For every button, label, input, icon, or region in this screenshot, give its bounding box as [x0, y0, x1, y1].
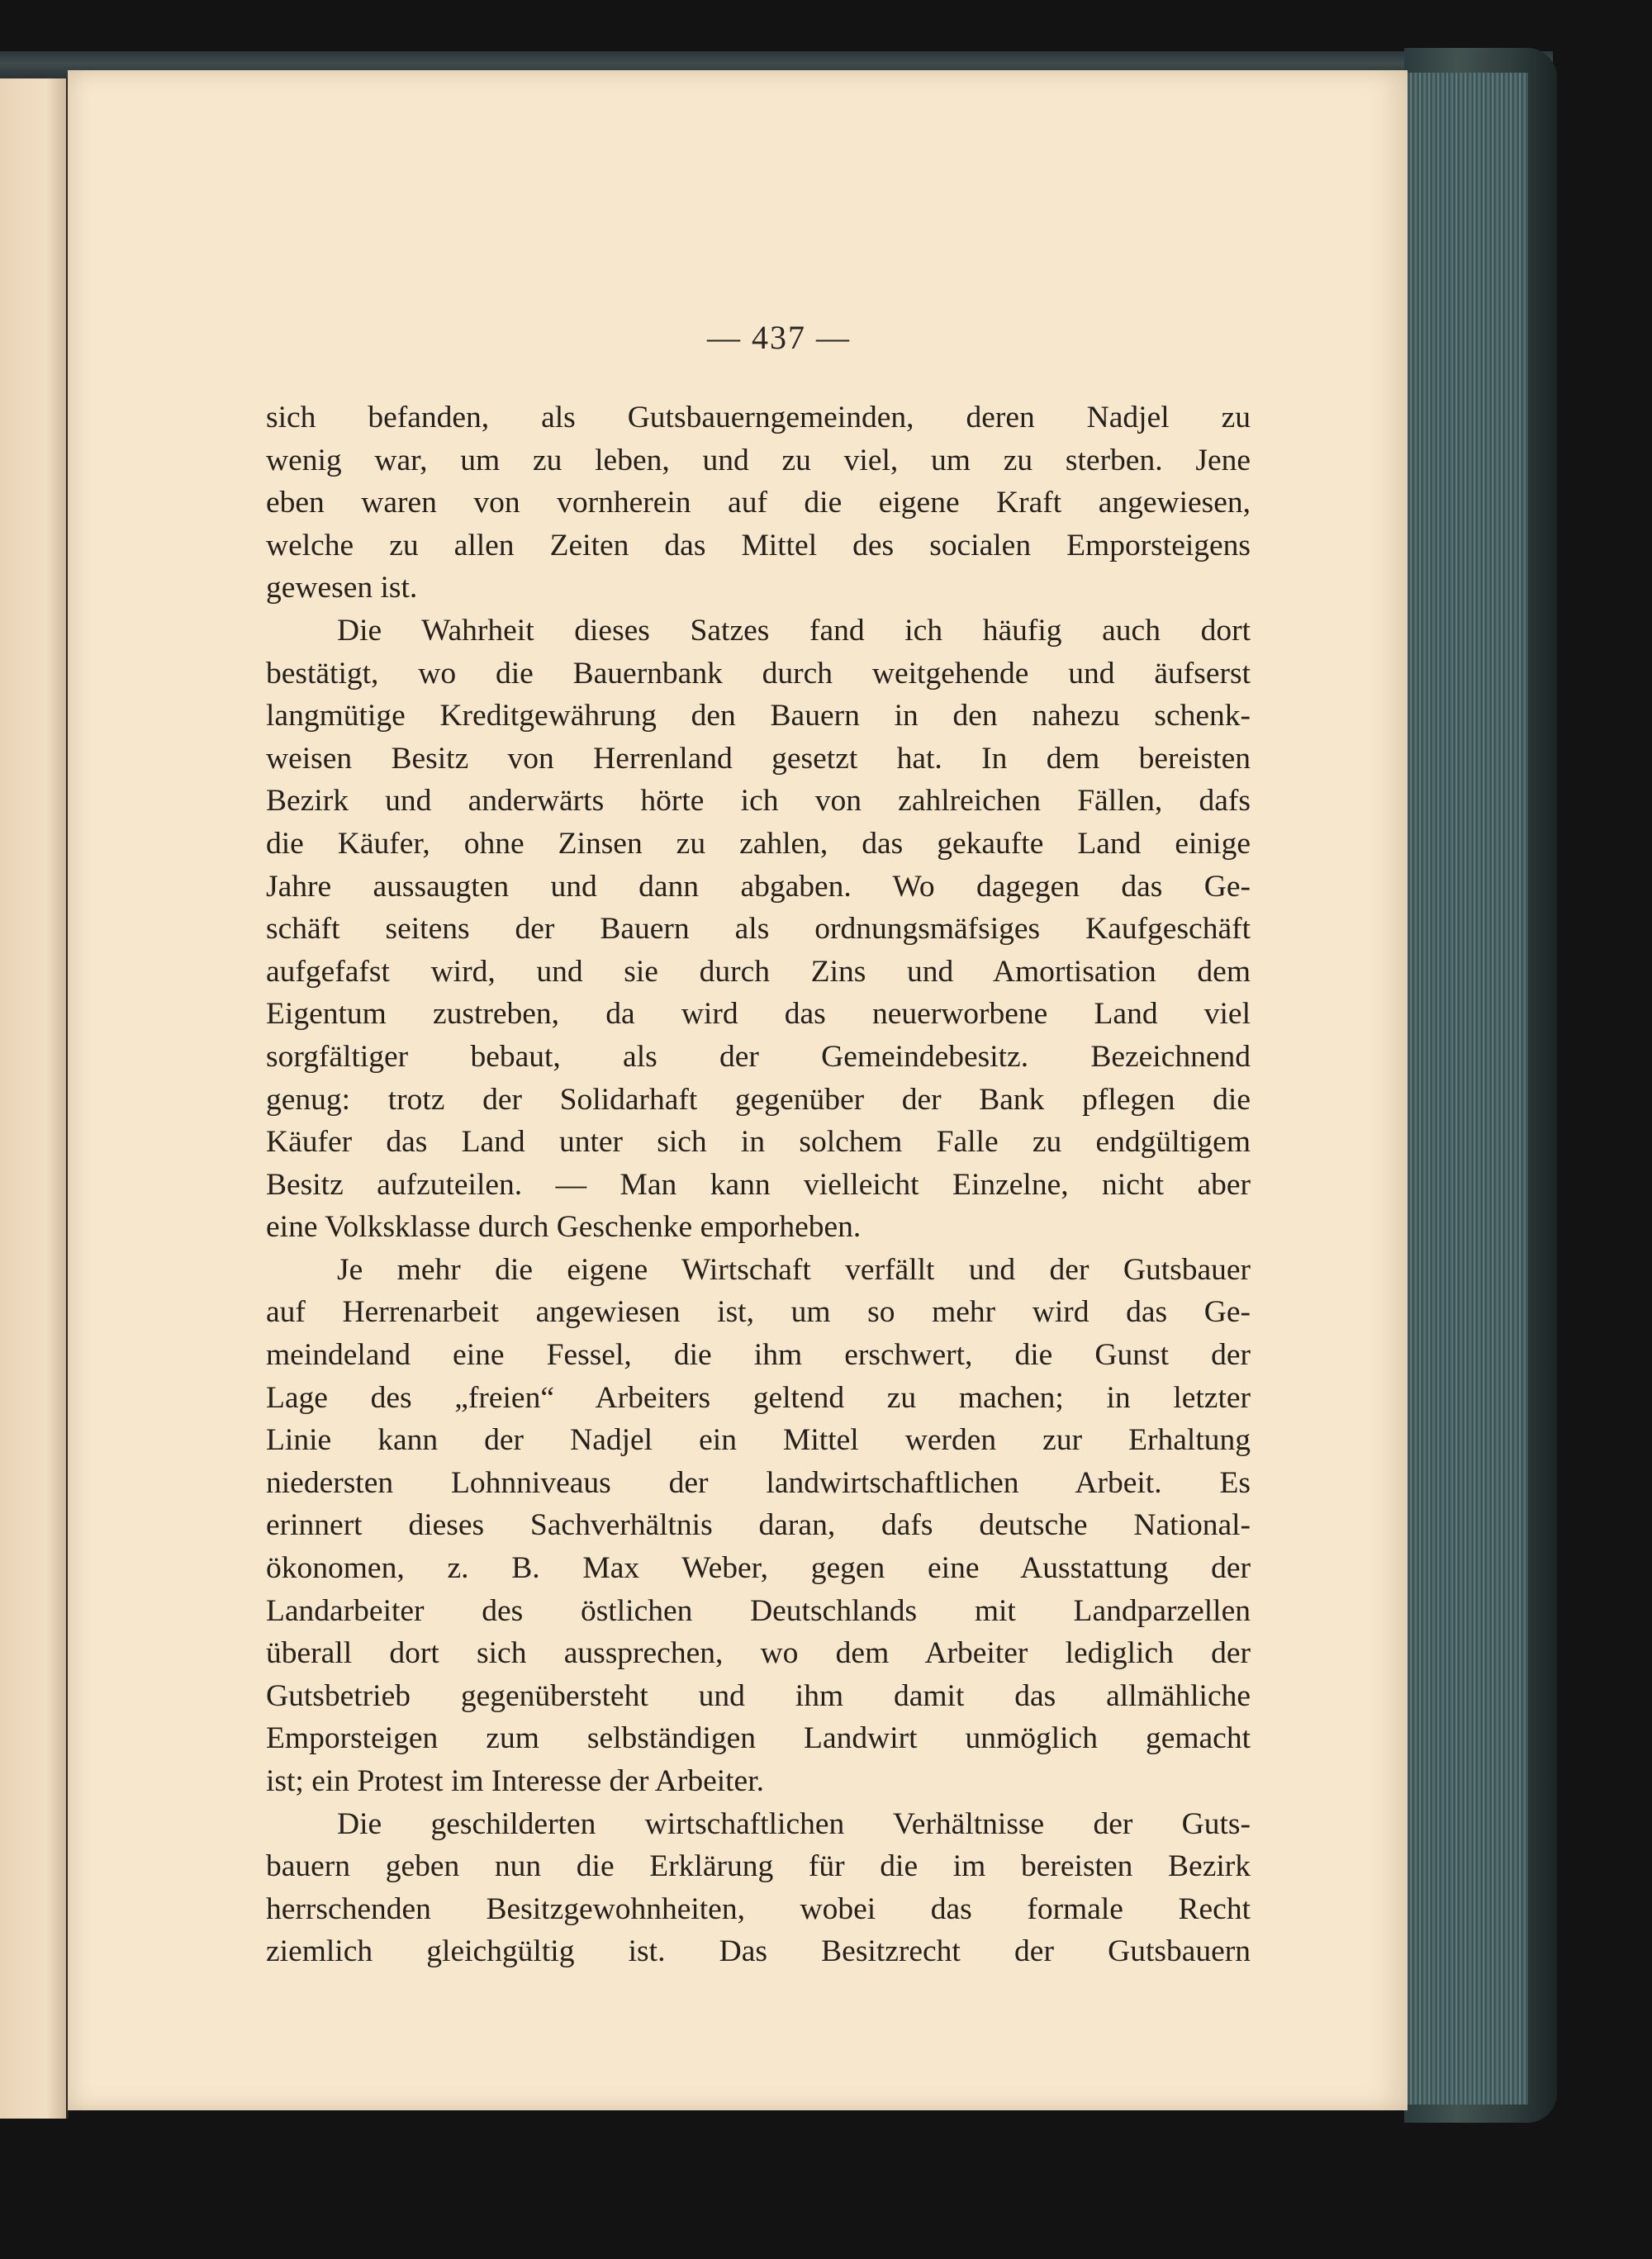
- text-line: bestätigt, wo die Bauernbank durch weitgehende und äufserst: [266, 656, 1251, 691]
- text-line: überall dort sich aussprechen, wo dem Arbeiter lediglich der: [266, 1636, 1251, 1671]
- book-page: [68, 70, 1408, 2110]
- text-line: Emporsteigen zum selbständigen Landwirt unmöglich gemacht: [266, 1721, 1251, 1756]
- text-line: schäft seitens der Bauern als ordnungsmäfsiges Kaufgeschäft: [266, 912, 1251, 947]
- previous-page-edge: [0, 78, 69, 2119]
- text-line: niedersten Lohnniveaus der landwirtschaftlichen Arbeit. Es: [266, 1465, 1251, 1500]
- text-line: Lage des „freien“ Arbeiters geltend zu machen; in letzter: [266, 1380, 1251, 1415]
- text-line: genug: trotz der Solidarhaft gegenüber der Bank pflegen die: [266, 1082, 1251, 1117]
- text-line: Bezirk und anderwärts hörte ich von zahlreichen Fällen, dafs: [266, 784, 1251, 819]
- text-line: Die geschilderten wirtschaftlichen Verhältnisse der Guts-: [337, 1806, 1251, 1841]
- text-line: erinnert dieses Sachverhältnis daran, dafs deutsche National-: [266, 1508, 1251, 1543]
- text-line: die Käufer, ohne Zinsen zu zahlen, das gekaufte Land einige: [266, 826, 1251, 861]
- page-number: — 437 —: [707, 319, 851, 356]
- text-line: wenig war, um zu leben, und zu viel, um zu sterben. Jene: [266, 443, 1251, 477]
- text-line: ökonomen, z. B. Max Weber, gegen eine Ausstattung der: [266, 1551, 1251, 1586]
- text-line: ziemlich gleichgültig ist. Das Besitzrecht der Gutsbauern: [266, 1934, 1251, 1969]
- text-line: welche zu allen Zeiten das Mittel des socialen Emporsteigens: [266, 528, 1251, 562]
- text-line: eine Volksklasse durch Geschenke emporheben.: [266, 1210, 862, 1245]
- text-line: auf Herrenarbeit angewiesen ist, um so mehr wird das Ge-: [266, 1295, 1251, 1330]
- text-line: langmütige Kreditgewährung den Bauern in den nahezu schenk-: [266, 699, 1251, 733]
- text-line: Jahre aussaugten und dann abgaben. Wo dagegen das Ge-: [266, 869, 1251, 904]
- text-line: meindeland eine Fessel, die ihm erschwert, die Gunst der: [266, 1338, 1251, 1373]
- text-line: sorgfältiger bebaut, als der Gemeindebesitz. Bezeichnend: [266, 1039, 1251, 1074]
- text-line: herrschenden Besitzgewohnheiten, wobei das formale Recht: [266, 1891, 1251, 1926]
- page-fore-edge: [1404, 73, 1528, 2105]
- text-line: Gutsbetrieb gegenübersteht und ihm damit das allmähliche: [266, 1678, 1251, 1713]
- text-line: Je mehr die eigene Wirtschaft verfällt und der Gutsbauer: [337, 1252, 1251, 1287]
- text-line: weisen Besitz von Herrenland gesetzt hat. In dem bereisten: [266, 741, 1251, 776]
- text-line: Käufer das Land unter sich in solchem Falle zu endgültigem: [266, 1125, 1251, 1160]
- text-line: Besitz aufzuteilen. — Man kann vielleicht Einzelne, nicht aber: [266, 1167, 1251, 1202]
- text-line: aufgefafst wird, und sie durch Zins und Amortisation dem: [266, 954, 1251, 989]
- body-text: [266, 396, 1251, 1973]
- text-line: Landarbeiter des östlichen Deutschlands mit Landparzellen: [266, 1593, 1251, 1628]
- text-line: bauern geben nun die Erklärung für die im bereisten Bezirk: [266, 1849, 1251, 1884]
- text-line: Eigentum zustreben, da wird das neuerworbene Land viel: [266, 997, 1251, 1032]
- text-line: Linie kann der Nadjel ein Mittel werden zur Erhaltung: [266, 1423, 1251, 1458]
- text-line: eben waren von vornherein auf die eigene Kraft angewiesen,: [266, 486, 1251, 520]
- text-line: ist; ein Protest im Interesse der Arbeiter.: [266, 1764, 764, 1798]
- text-line: sich befanden, als Gutsbauerngemeinden, deren Nadjel zu: [266, 401, 1251, 434]
- text-line: gewesen ist.: [266, 571, 418, 605]
- text-line: Die Wahrheit dieses Satzes fand ich häufig auch dort: [337, 613, 1251, 648]
